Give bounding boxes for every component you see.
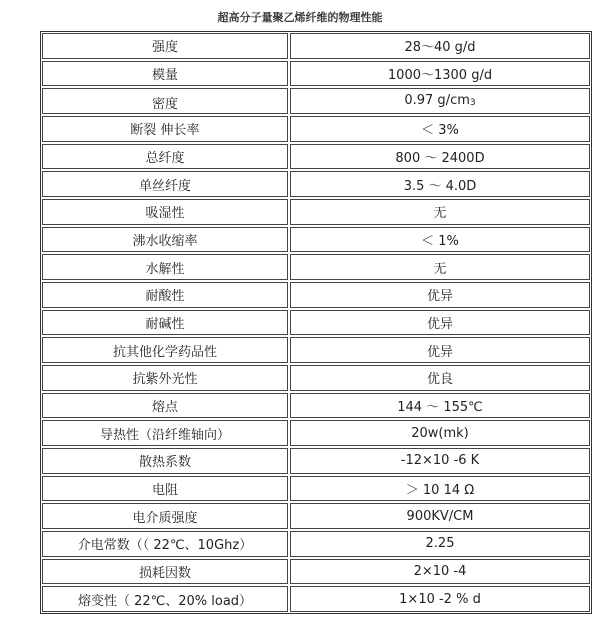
table-cell-name: 总纤度	[42, 144, 288, 170]
table-cell-value: 2.25	[290, 531, 590, 557]
table-cell-value: ＜ 3%	[290, 116, 590, 142]
table-cell-value: 20w(mk)	[290, 420, 590, 446]
table-cell-value: ＜ 1%	[290, 227, 590, 253]
table-cell-name: 熔变性（ 22℃、20% load）	[42, 586, 288, 612]
table-cell-name: 强度	[42, 33, 288, 59]
table-title: 超高分子量聚乙烯纤维的物理性能	[217, 11, 383, 24]
table-cell-name: 水解性	[42, 254, 288, 280]
table-cell-name: 耐酸性	[42, 282, 288, 308]
table-cell-value: -12×10 -6 K	[290, 448, 590, 474]
table-cell-name: 吸湿性	[42, 199, 288, 225]
table-cell-value: 800 ～ 2400D	[290, 144, 590, 170]
table-cell-name: 电阻	[42, 476, 288, 502]
table-cell-value: 28～40 g/d	[290, 33, 590, 59]
table-cell-name: 耐碱性	[42, 310, 288, 336]
table-cell-name: 熔点	[42, 393, 288, 419]
table-cell-name: 单丝纤度	[42, 171, 288, 197]
table-cell-value: 优异	[290, 337, 590, 363]
density-value: 0.97 g/cm	[404, 92, 470, 108]
table-cell-value: ＞ 10 14 Ω	[290, 476, 590, 502]
table-cell-value: 优异	[290, 310, 590, 336]
table-cell-name: 电介质强度	[42, 503, 288, 529]
properties-table	[40, 31, 592, 614]
table-cell-name: 散热系数	[42, 448, 288, 474]
table-cell-value	[290, 88, 590, 114]
table-cell-value: 无	[290, 199, 590, 225]
table-cell-value: 无	[290, 254, 590, 280]
table-cell-value: 优异	[290, 282, 590, 308]
table-cell-name: 抗其他化学药品性	[42, 337, 288, 363]
table-cell-value: 优良	[290, 365, 590, 391]
table-cell-name: 介电常数（（ 22℃、10Ghz）	[42, 531, 288, 557]
density-exponent: 3	[469, 97, 476, 108]
table-cell-value: 1000～1300 g/d	[290, 61, 590, 87]
table-cell-name: 沸水收缩率	[42, 227, 288, 253]
table-cell-name: 损耗因数	[42, 559, 288, 585]
table-cell-value: 2×10 -4	[290, 559, 590, 585]
table-cell-name: 抗紫外光性	[42, 365, 288, 391]
table-cell-value: 144 ～ 155℃	[290, 393, 590, 419]
table-cell-name: 断裂 伸长率	[42, 116, 288, 142]
table-cell-name: 密度	[42, 88, 288, 114]
table-cell-name: 模量	[42, 61, 288, 87]
table-cell-value: 3.5 ～ 4.0D	[290, 171, 590, 197]
table-cell-value: 1×10 -2 % d	[290, 586, 590, 612]
table-cell-name: 导热性（沿纤维轴向）	[42, 420, 288, 446]
table-cell-value: 900KV/CM	[290, 503, 590, 529]
